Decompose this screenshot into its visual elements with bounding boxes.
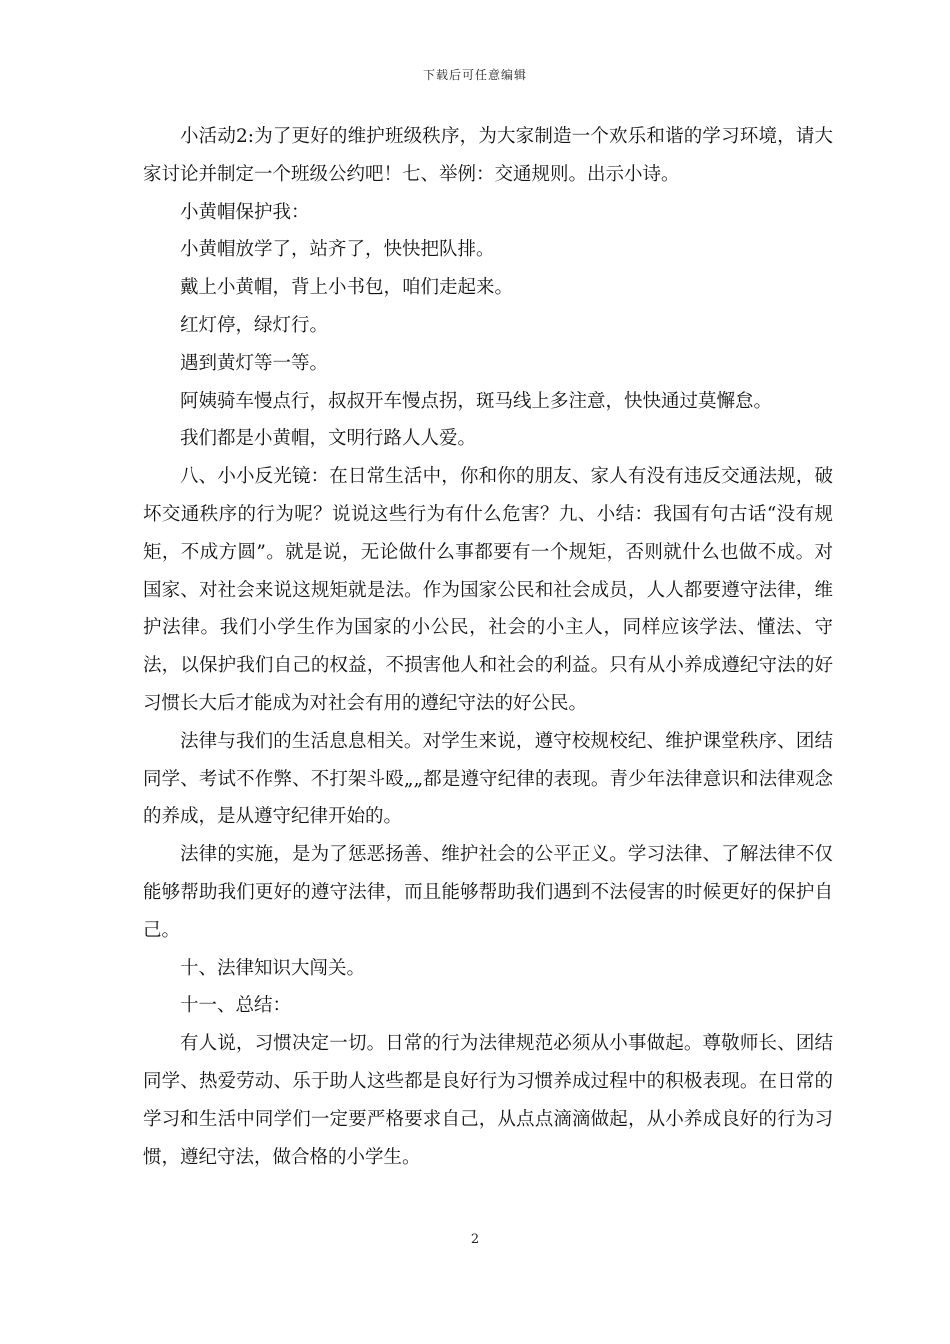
paragraph-section-11: 十一、总结： [180, 995, 292, 1017]
page-header-note: 下载后可任意编辑 [422, 68, 527, 82]
paragraph-activity-2: 小活动2:为了更好的维护班级秩序，为大家制造一个欢乐和谐的学习环境，请大家讨论并制定一个班级公约吧！七、举例：交通规则。出示小诗。 [143, 126, 833, 185]
paragraph-section-8-9: 八、小小反光镜：在日常生活中，你和你的朋友、家人有没有违反交通法规，破坏交通秩序的行为呢？说说这些行为有什么危害？九、小结：我国有句古话“没有规矩，不成方圆”。就是说，无论做什么事都要有一个规矩，否则就什么也做不成。对国家、对社会来说这规矩就是法。作为国家公民和社会成员，人人都要遵守法律，维护法律。我们小学生作为国家的小公民，社会的小主人，同样应该学法、懂法、守法，以保护我们自己的权益，不损害他人和社会的利益。只有从小养成遵纪守法的好习惯长大后才能成为对社会有用的遵纪守法的好公民。 [143, 466, 833, 714]
paragraph-law-and-life: 法律与我们的生活息息相关。对学生来说，遵守校规校纪、维护课堂秩序、团结同学、考试不作弊、不打架斗殴„„都是遵守纪律的表现。青少年法律意识和法律观念的养成，是从遵守纪律开始的。 [143, 730, 833, 828]
paragraph-poem-line-4: 遇到黄灯等一等。 [180, 352, 329, 374]
paragraph-poem-line-6: 我们都是小黄帽，文明行路人人爱。 [180, 428, 477, 450]
paragraph-law-implementation: 法律的实施，是为了惩恶扬善、维护社会的公平正义。学习法律、了解法律不仅能够帮助我们更好的遵守法律，而且能够帮助我们遇到不法侵害的时候更好的保护自己。 [143, 844, 833, 941]
paragraph-section-10: 十、法律知识大闯关。 [180, 957, 366, 979]
page-number: 2 [470, 1232, 480, 1247]
paragraph-poem-line-1: 小黄帽放学了，站齐了，快快把队排。 [180, 239, 495, 261]
paragraph-poem-line-3: 红灯停，绿灯行。 [180, 314, 329, 336]
document-body [143, 118, 833, 1176]
paragraph-poem-line-5: 阿姨骑车慢点行，叔叔开车慢点拐，斑马线上多注意，快快通过莫懈怠。 [180, 390, 773, 412]
paragraph-poem-title: 小黄帽保护我： [180, 201, 310, 223]
paragraph-poem-line-2: 戴上小黄帽，背上小书包，咱们走起来。 [180, 277, 514, 299]
paragraph-summary: 有人说，习惯决定一切。日常的行为法律规范必须从小事做起。尊敬师长、团结同学、热爱劳动、乐于助人这些都是良好行为习惯养成过程中的积极表现。在日常的学习和生活中同学们一定要严格要求自己，从点点滴滴做起，从小养成良好的行为习惯，遵纪守法，做合格的小学生。 [143, 1033, 833, 1168]
